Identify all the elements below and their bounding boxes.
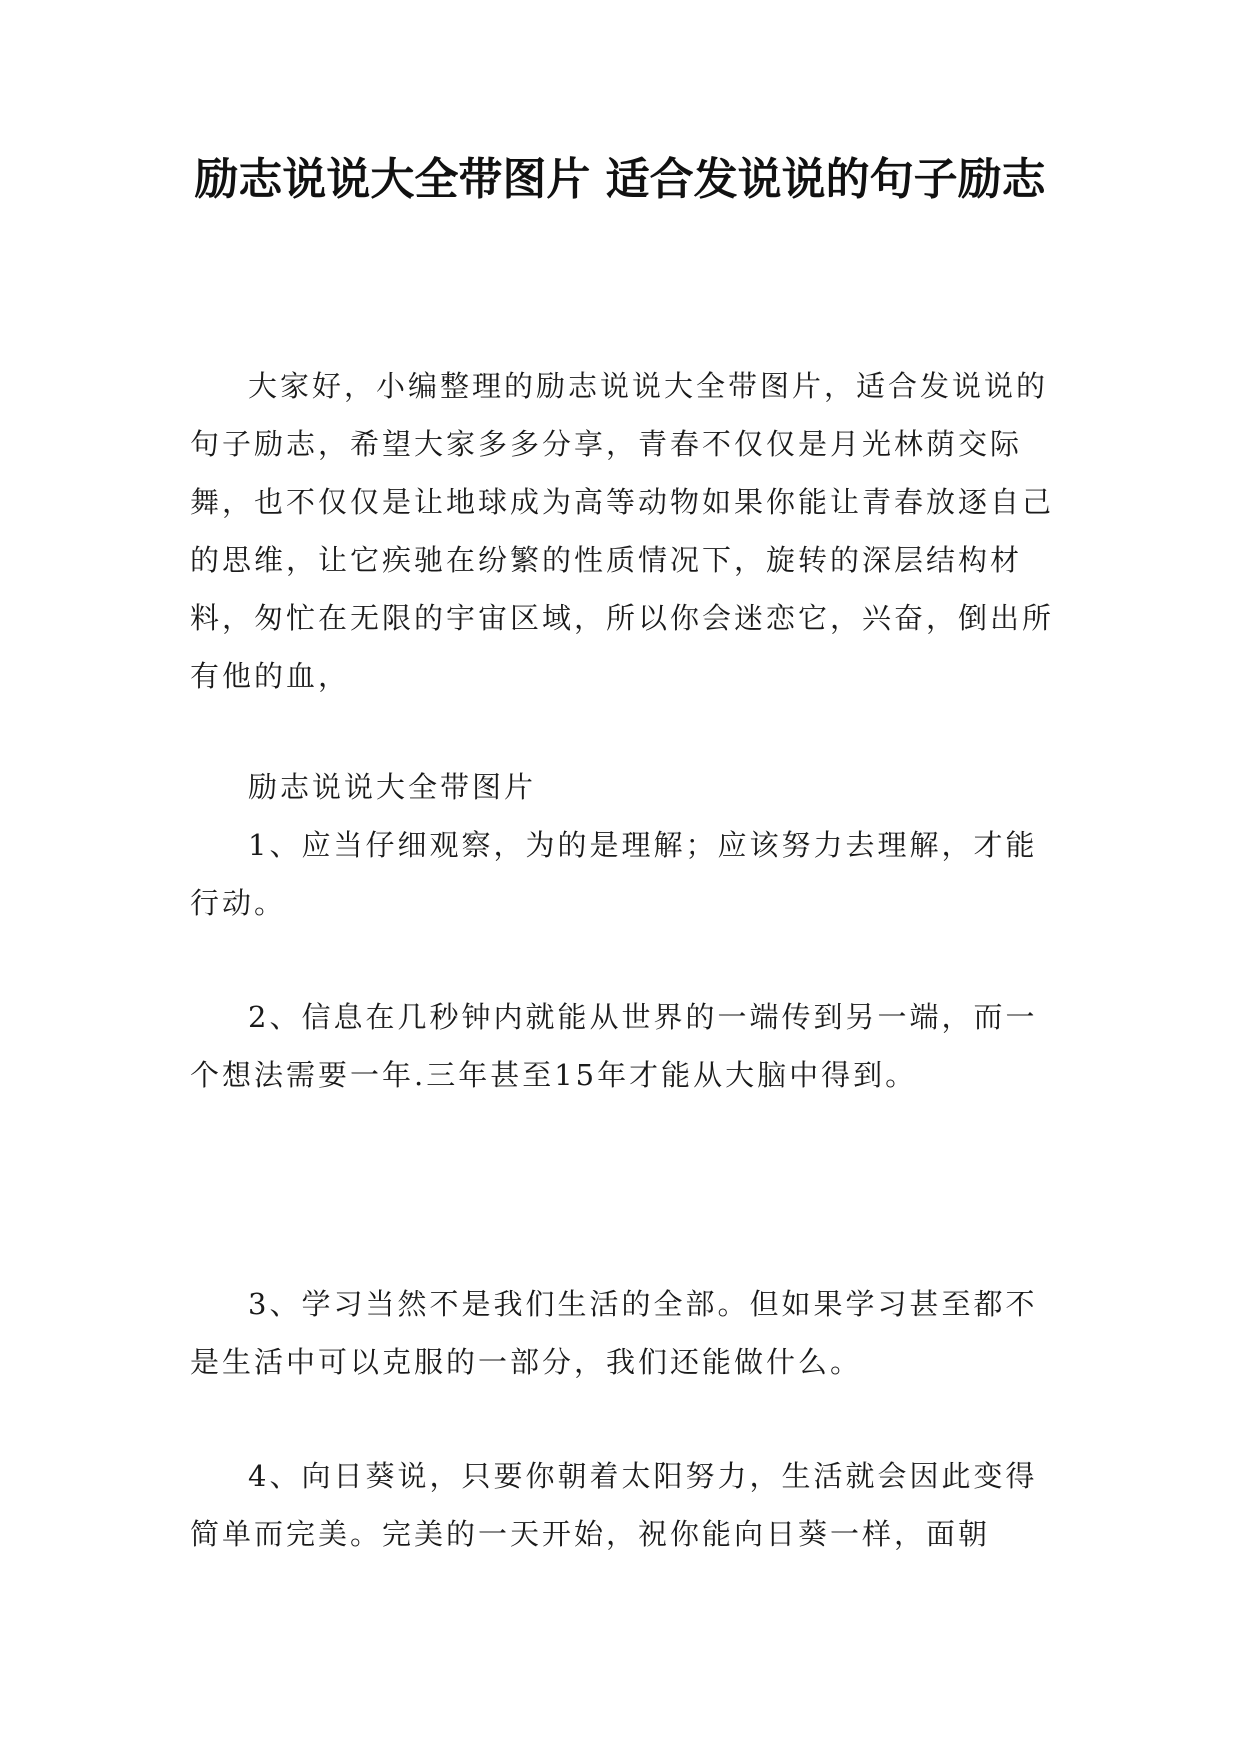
section-subheading: 励志说说大全带图片 [248,770,537,804]
list-item: 3、学习当然不是我们生活的全部。但如果学习甚至都不是生活中可以克服的一部分，我们还能做什么。 [190,1287,1038,1379]
document-title: 励志说说大全带图片 适合发说说的句子励志 [194,154,1046,205]
intro-paragraph: 大家好，小编整理的励志说说大全带图片，适合发说说的句子励志，希望大家多多分享，青春不仅仅是月光林荫交际舞，也不仅仅是让地球成为高等动物如果你能让青春放逐自己的思维，让它疾驰在纷繁的性质情况下，旋转的深层结构材料，匆忙在无限的宇宙区域，所以你会迷恋它，兴奋，倒出所有他的血， [190,369,1055,693]
list-item: 1、应当仔细观察，为的是理解；应该努力去理解，才能行动。 [190,828,1038,920]
list-item: 2、信息在几秒钟内就能从世界的一端传到另一端，而一个想法需要一年.三年甚至15年才能从大脑中得到。 [190,1000,1038,1092]
list-item: 4、向日葵说，只要你朝着太阳努力，生活就会因此变得简单而完美。完美的一天开始，祝你能向日葵一样，面朝 [190,1459,1038,1551]
